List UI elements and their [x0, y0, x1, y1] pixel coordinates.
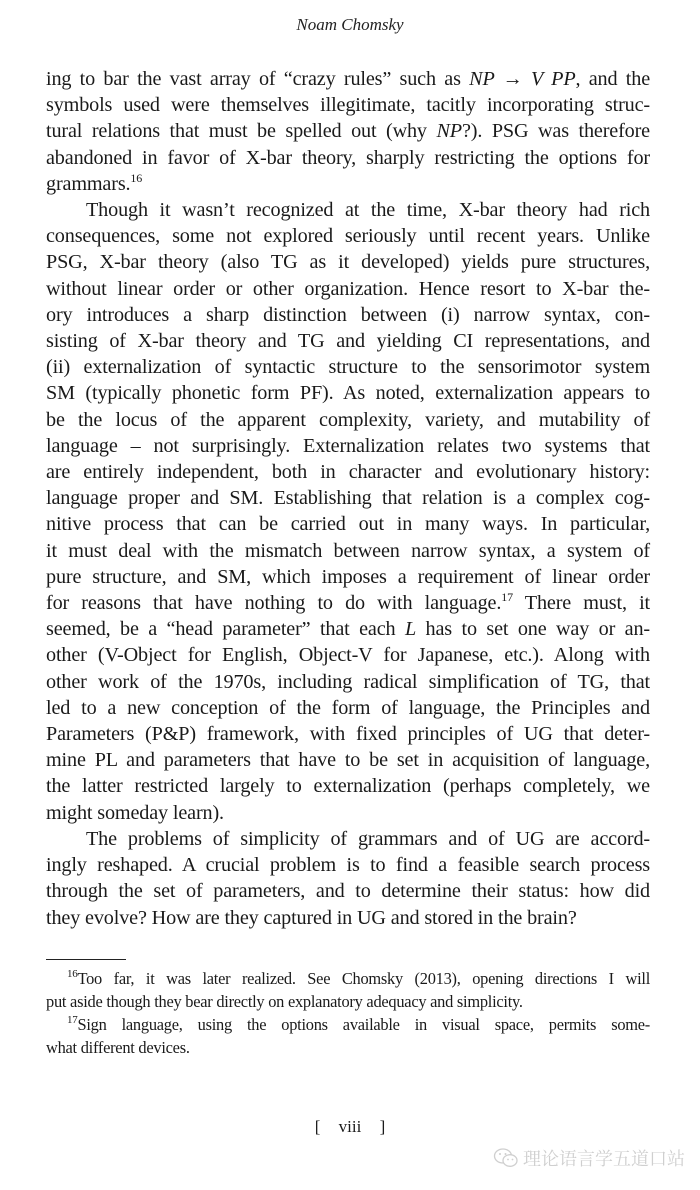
text-line: are entirely independent, both in character and evolutionary history: [46, 461, 650, 484]
footnote-line: put aside though they bear directly on explanatory adequacy and simplicity. [46, 992, 523, 1011]
watermark-text: 理论语言学五道口站 [523, 1149, 685, 1170]
footnote-line: $^{17}$Sign language, using the options available in visual space, permits some- [67, 1014, 650, 1034]
text-line: seemed, be a “head parameter” that each L has to set one way or an- [46, 618, 650, 641]
text-line: Though it wasn’t recognized at the time, X-bar theory had rich [86, 199, 650, 222]
text-line: language proper and SM. Establishing that relation is a complex cog- [46, 487, 650, 510]
footnote-17 [46, 1013, 650, 1059]
text-line: The problems of simplicity of grammars and of UG are accord- [86, 827, 650, 850]
text-line: PSG, X-bar theory (also TG as it developed) yields pure structures, [46, 251, 650, 274]
folio-page: viii [338, 1117, 362, 1136]
text-line: might someday learn). [46, 801, 224, 824]
paragraph [46, 66, 650, 197]
text-line: (ii) externalization of syntactic structure to the sensorimotor system [46, 356, 650, 379]
text-line: without linear order or other organization. Hence resort to X-bar the- [46, 277, 650, 300]
text-line: pure structure, and SM, which imposes a requirement of linear order [46, 565, 650, 588]
paragraph [46, 197, 650, 826]
footnotes [46, 967, 650, 1059]
text-line: nitive process that can be carried out in many ways. In particular, [46, 513, 650, 536]
text-line: it must deal with the mismatch between narrow syntax, a system of [46, 539, 650, 562]
text-line: other (V-Object for English, Object-V for Japanese, etc.). Along with [46, 644, 650, 667]
text-line: ory introduces a sharp distinction between (i) narrow syntax, con- [46, 303, 650, 326]
text-line: Parameters (P&P) framework, with fixed principles of UG that deter- [46, 723, 650, 746]
footnote-16 [46, 967, 650, 1013]
text-line: mine PL and parameters that have to be set in acquisition of language, [46, 749, 650, 772]
folio-bracket-close: ] [379, 1117, 386, 1136]
text-line: for reasons that have nothing to do with language.$^{17}$ There must, it [46, 590, 650, 615]
footnote-separator [46, 959, 126, 960]
footnote-ref-17[interactable]: 17 [501, 590, 513, 605]
text-line: symbols used were themselves illegitimate, tacitly incorporating struc- [46, 94, 650, 117]
text-line: be the locus of the apparent complexity, variety, and mutability of [46, 408, 650, 431]
text-line: the latter restricted largely to externalization (perhaps completely, we [46, 775, 650, 798]
body-text [46, 66, 650, 931]
text-line: through the set of parameters, and to determine their status: how did [46, 880, 650, 903]
italic-term: L [404, 618, 417, 641]
text-line: language – not surprisingly. Externalization relates two systems that [46, 434, 650, 457]
folio-bracket-open: [ [314, 1117, 321, 1136]
text-line: consequences, some not explored seriously until recent years. Unlike [46, 225, 650, 248]
text-line: ingly reshaped. A crucial problem is to find a feasible search process [46, 854, 650, 877]
paragraph [46, 826, 650, 931]
text-line: they evolve? How are they captured in UG and stored in the brain? [46, 906, 577, 929]
running-head-author: Noam Chomsky [296, 15, 404, 34]
footnote-line: $^{16}$Too far, it was later realized. See Chomsky (2013), opening directions I will [67, 968, 650, 988]
text-line: other work of the 1970s, including radical simplification of TG, that [46, 670, 650, 693]
footnote-number: 16 [67, 968, 78, 980]
footnote-number: 17 [67, 1014, 78, 1026]
text-line: led to a new conception of the form of language, the Principles and [46, 696, 650, 719]
footnote-ref-16[interactable]: 16 [130, 170, 143, 185]
text-line: tural relations that must be spelled out (why NP?). PSG was therefore [46, 120, 650, 143]
wechat-icon [493, 1147, 519, 1169]
page-number [0, 1117, 700, 1137]
italic-term: NP [436, 120, 462, 143]
text-line: sisting of X-bar theory and TG and yielding CI representations, and [46, 330, 650, 353]
text-line: ing to bar the vast array of “crazy rules” such as NP → V PP, and the [46, 68, 650, 90]
text-line: SM (typically phonetic form PF). As noted, externalization appears to [46, 382, 650, 405]
watermark [493, 1145, 685, 1171]
italic-term: NP → V PP [469, 68, 576, 90]
text-line: abandoned in favor of X-bar theory, sharply restricting the options for [46, 146, 650, 169]
text-line: grammars.$^{16}$ [46, 170, 143, 195]
footnote-line: what different devices. [46, 1038, 190, 1057]
